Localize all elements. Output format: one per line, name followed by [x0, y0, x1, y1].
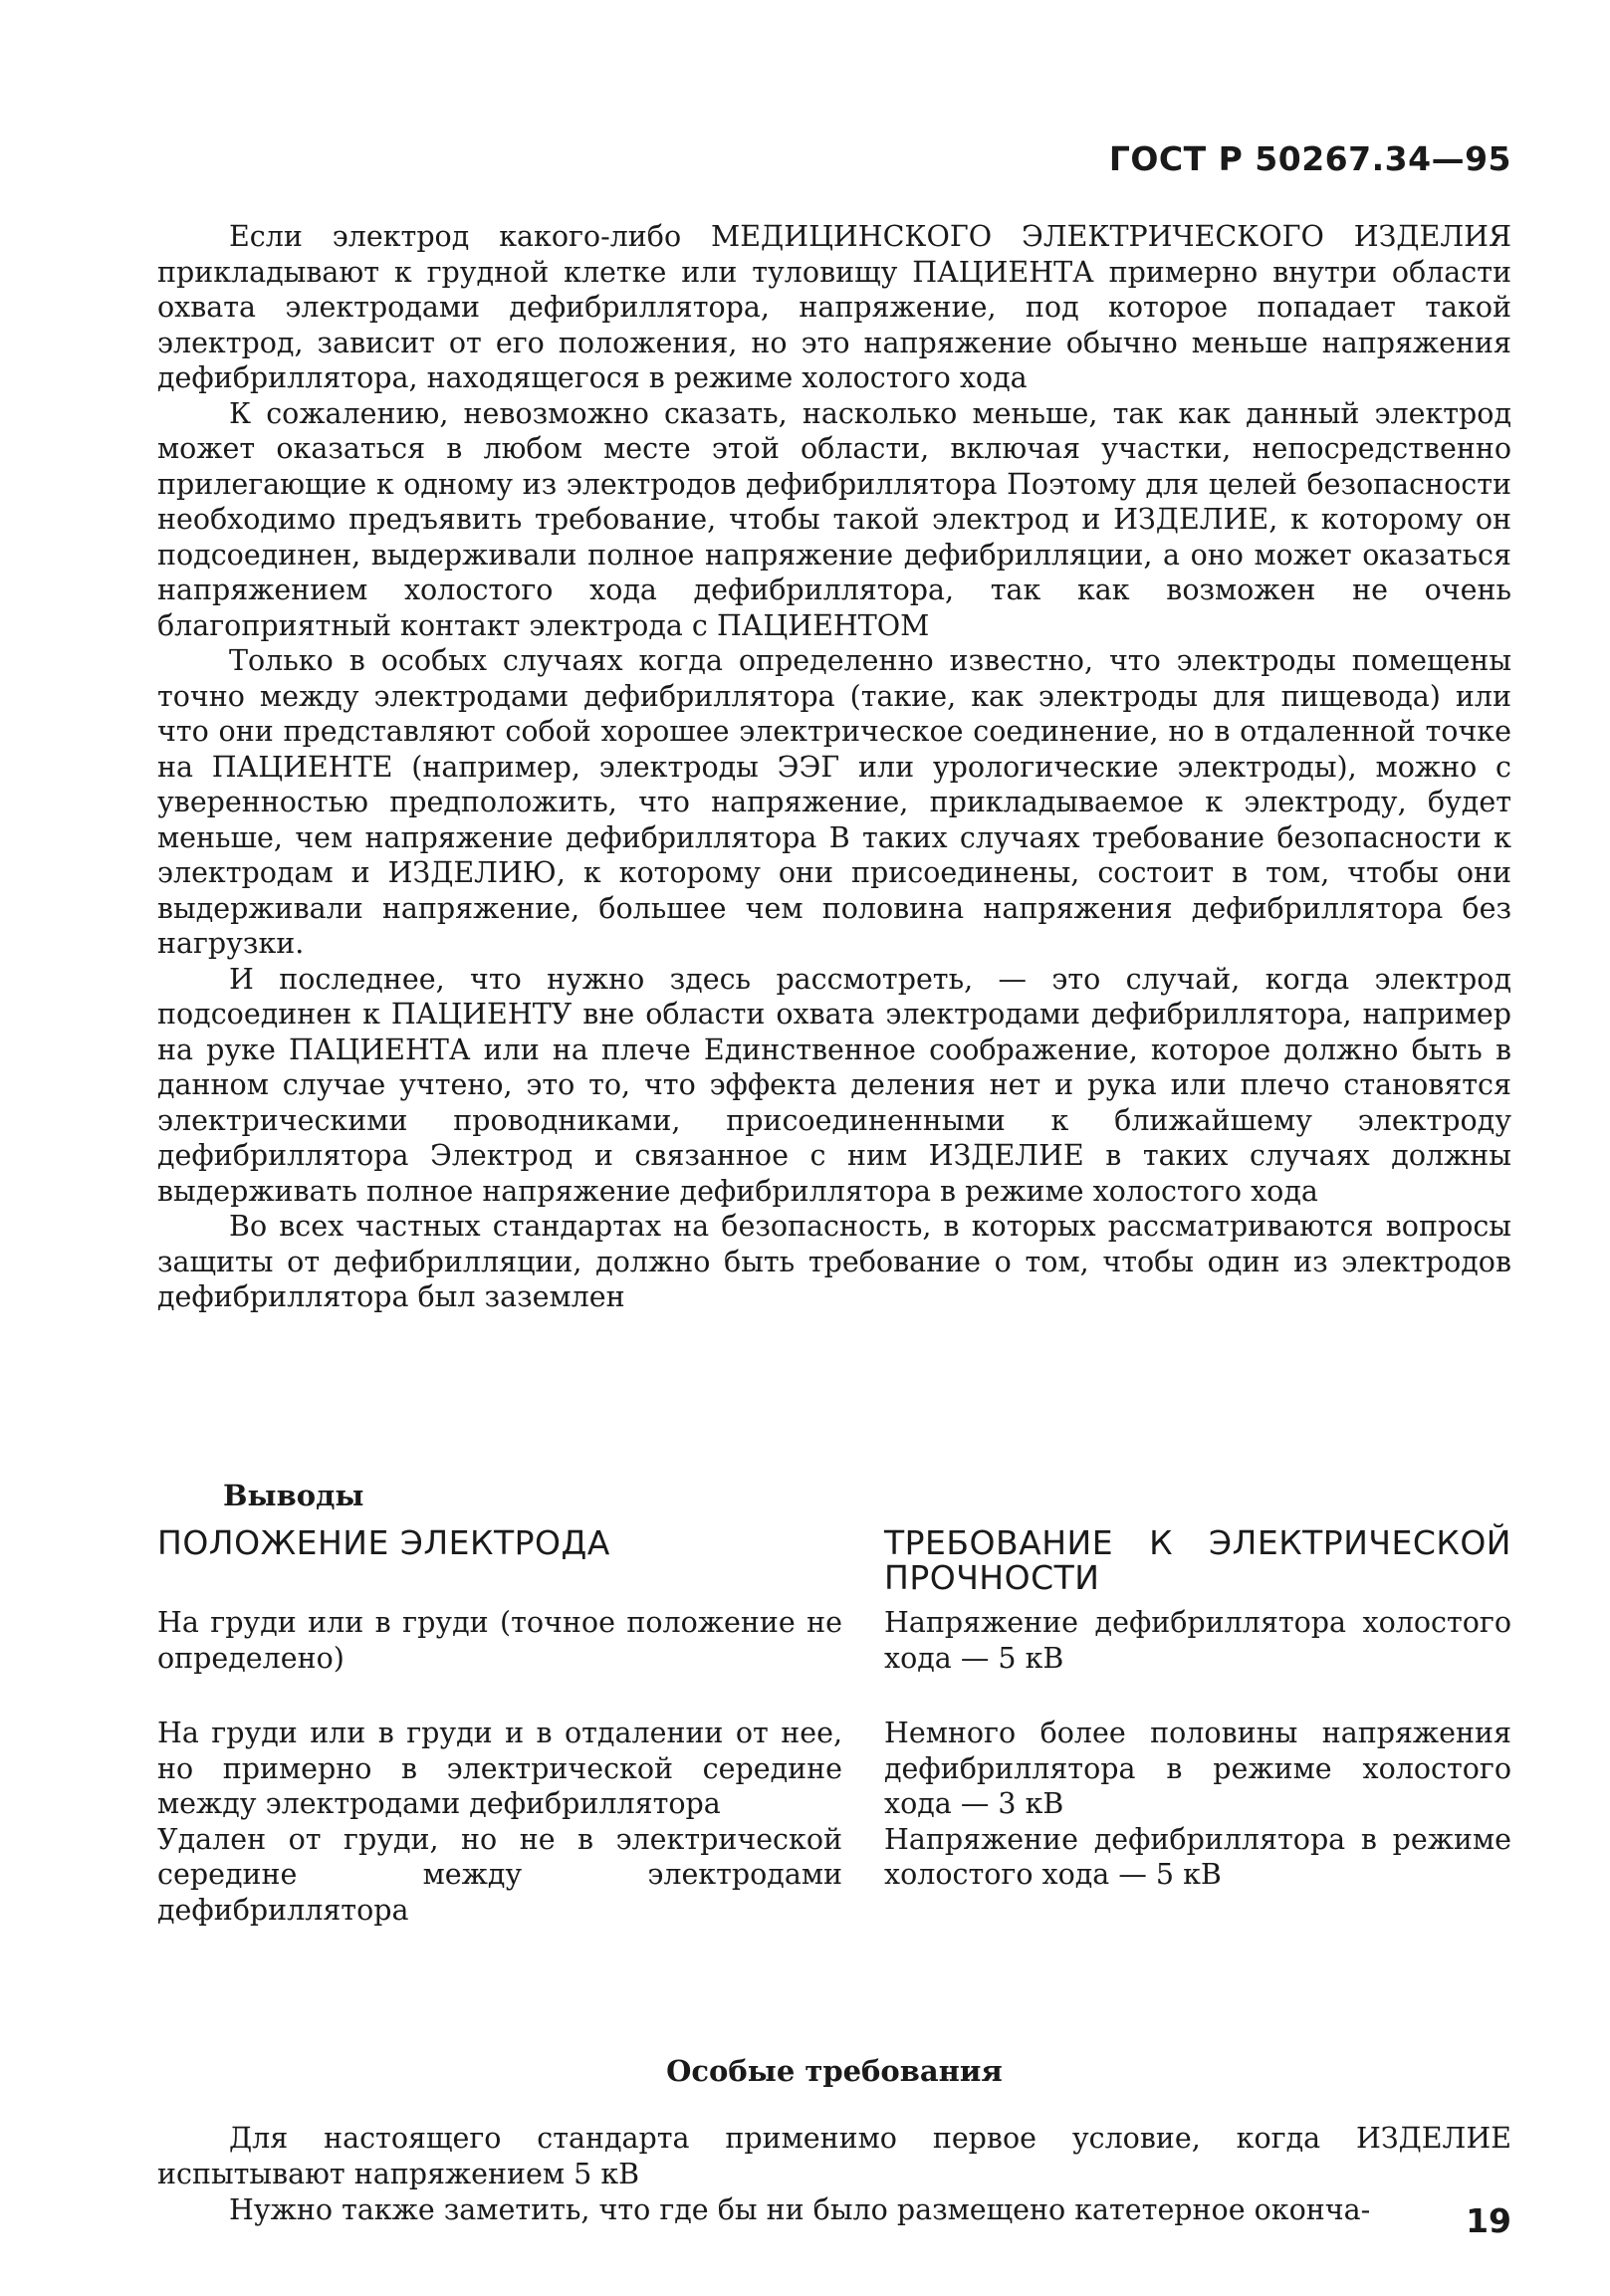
paragraph: Если электрод какого-либо МЕДИЦИНСКОГО ЭЛЕКТРИЧЕСКОГО ИЗДЕЛИЯ прикладывают к грудной клетке или туловищу ПАЦИЕНТА примерно внутри области охвата электродами дефибриллятора, напряжение, под которое попадает такой электрод, зависит от его положения, но это напряжение обычно меньше напряжения дефибриллятора, находящегося в режиме холостого хода	[157, 220, 1511, 394]
conclusions-header-row	[157, 1525, 1511, 1595]
page-number: 19	[1466, 2201, 1511, 2240]
document-page	[157, 119, 1511, 2240]
paragraph: Нужно также заметить, что где бы ни было размещено катетерное оконча-	[229, 2193, 1371, 2226]
paragraph: И последнее, что нужно здесь рассмотреть, — это случай, когда электрод подсоединен к ПАЦИЕНТУ вне области охвата электродами дефибриллятора, например на руке ПАЦИЕНТА или на плече Единственное соображение, которое должно быть в данном случае учтено, это то, что эффекта деления нет и рука или плечо становятся электрическими проводниками, присоединенными к ближайшему электроду дефибриллятора Электрод и связанное с ним ИЗДЕЛИЕ в таких случаях должны выдерживать полное напряжение дефибриллятора в режиме холостого хода	[157, 962, 1511, 1208]
paragraph: Только в особых случаях когда определенно известно, что электроды помещены точно между электродами дефибриллятора (такие, как электроды для пищевода) или что они представляют собой хорошее электрическое соединение, но в отдаленной точке на ПАЦИЕНТЕ (например, электроды ЭЭГ или урологические электроды), можно с уверенностью предположить, что напряжение, прикладываемое к электроду, будет меньше, чем напряжение дефибриллятора В таких случаях требование безопасности к электродам и ИЗДЕЛИЮ, к которому они присоединены, состоит в том, чтобы они выдерживали напряжение, большее чем половина напряжения дефибриллятора без нагрузки.	[157, 644, 1511, 960]
conclusions-table	[157, 1525, 1511, 1928]
electrode-position-header: ПОЛОЖЕНИЕ ЭЛЕКТРОДА	[157, 1523, 610, 1562]
body-text	[157, 219, 1511, 1315]
conclusions-row	[157, 1822, 1511, 1929]
strength-requirement: Немного более половины напряжения дефибриллятора в режиме холостого хода — 3 кВ	[884, 1717, 1511, 1820]
document-code: ГОСТ Р 50267.34—95	[1108, 139, 1511, 178]
special-requirements-heading: Особые требования	[666, 2054, 1003, 2088]
paragraph: Во всех частных стандартах на безопасность, в которых рассматриваются вопросы защиты от дефибрилляции, должно быть требование о том, чтобы один из электродов дефибриллятора был заземлен	[157, 1210, 1511, 1313]
paragraph: Для настоящего стандарта применимо первое условие, когда ИЗДЕЛИЕ испытывают напряжением 5 кВ	[157, 2122, 1511, 2190]
electrode-position: Удален от груди, но не в электрической середине между электродами дефибриллятора	[157, 1822, 842, 1927]
conclusions-row	[157, 1716, 1511, 1822]
electrode-position: На груди или в груди (точное положение не определено)	[157, 1606, 842, 1675]
paragraph: К сожалению, невозможно сказать, насколько меньше, так как данный электрод может оказаться в любом месте этой области, включая участки, непосредственно прилегающие к одному из электродов дефибриллятора Поэтому для целей безопасности необходимо предъявить требование, чтобы такой электрод и ИЗДЕЛИЕ, к которому он подсоединен, выдерживали полное напряжение дефибрилляции, а оно может оказаться напряжением холостого хода дефибриллятора, так как возможен не очень благоприятный контакт электрода с ПАЦИЕНТОМ	[157, 396, 1511, 642]
electrode-position: На груди или в груди и в отдалении от нее, но примерно в электрической середине между электродами дефибриллятора	[157, 1717, 842, 1820]
special-requirements-text	[157, 2121, 1511, 2228]
strength-requirement-header: ТРЕБОВАНИЕ К ЭЛЕКТРИЧЕСКОЙ ПРОЧНОСТИ	[884, 1523, 1511, 1597]
strength-requirement: Напряжение дефибриллятора в режиме холостого хода — 5 кВ	[884, 1822, 1511, 1891]
conclusions-heading: Выводы	[223, 1479, 364, 1512]
strength-requirement: Напряжение дефибриллятора холостого хода — 5 кВ	[884, 1606, 1511, 1675]
conclusions-row	[157, 1605, 1511, 1676]
